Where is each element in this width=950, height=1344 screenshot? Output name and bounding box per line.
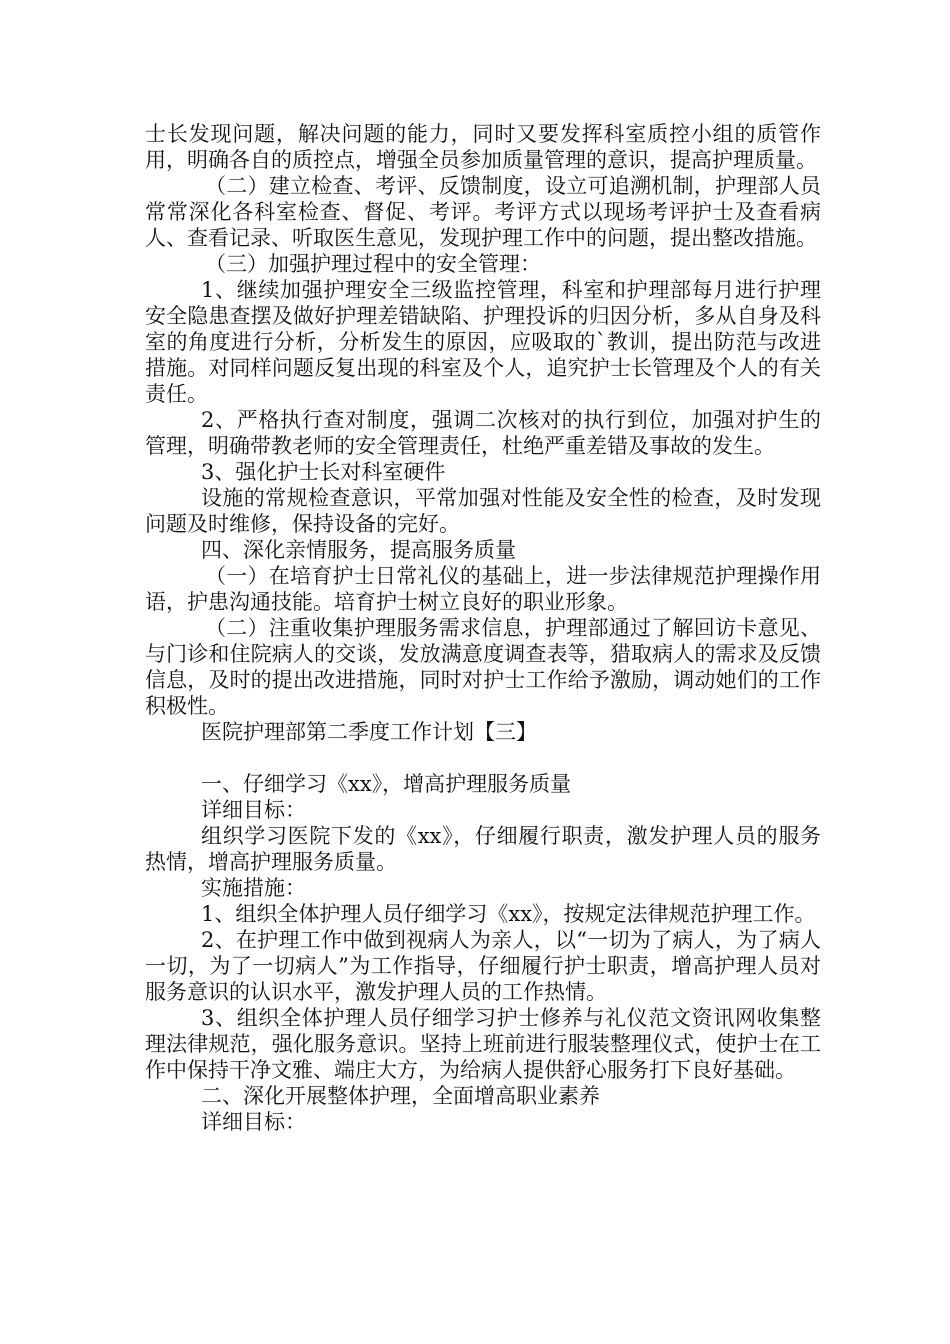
- paragraph: （二）建立检查、考评、反馈制度，设立可追溯机制，护理部人员常常深化各科室检查、督促、考评。考评方式以现场考评护士及查看病人、查看记录、听取医生意见，发现护理工作中的问题，提出整改措施。: [145, 174, 821, 250]
- paragraph: 设施的常规检查意识，平常加强对性能及安全性的检查，及时发现问题及时维修，保持设备的完好。: [145, 486, 821, 536]
- paragraph: 士长发现问题，解决问题的能力，同时又要发挥科室质控小组的质管作用，明确各自的质控点，增强全员参加质量管理的意识，提高护理质量。: [145, 122, 821, 172]
- paragraph: （三）加强护理过程中的安全管理：: [205, 252, 541, 276]
- paragraph: 实施措施：: [201, 876, 306, 900]
- paragraph: 四、深化亲情服务，提高服务质量: [201, 538, 516, 562]
- paragraph: 详细目标：: [201, 798, 306, 822]
- paragraph: 1、组织全体护理人员仔细学习《xx》，按规定法律规范护理工作。: [201, 902, 816, 926]
- paragraph: （一）在培育护士日常礼仪的基础上，进一步法律规范护理操作用语，护患沟通技能。培育护士树立良好的职业形象。: [145, 564, 821, 614]
- paragraph: 一、仔细学习《xx》，增高护理服务质量: [201, 772, 572, 796]
- paragraph: 3、组织全体护理人员仔细学习护士修养与礼仪范文资讯网收集整理法律规范，强化服务意识。坚持上班前进行服装整理仪式，使护士在工作中保持干净文雅、端庄大方，为给病人提供舒心服务打下良好基础。: [145, 1006, 821, 1082]
- paragraph: 详细目标：: [201, 1110, 306, 1134]
- paragraph: 1、继续加强护理安全三级监控管理，科室和护理部每月进行护理安全隐患查摆及做好护理差错缺陷、护理投诉的归因分析，多从自身及科室的角度进行分析，分析发生的原因，应吸取的`教训，提出防范与改进措施。对同样问题反复出现的科室及个人，追究护士长管理及个人的有关责任。: [145, 278, 821, 406]
- paragraph: 组织学习医院下发的《xx》，仔细履行职责，激发护理人员的服务热情，增高护理服务质量。: [145, 824, 821, 874]
- paragraph: （二）注重收集护理服务需求信息，护理部通过了解回访卡意见、与门诊和住院病人的交谈，发放满意度调查表等，猎取病人的需求及反馈信息，及时的提出改进措施，同时对护士工作给予激励，调动她们的工作积极性。: [145, 616, 821, 718]
- paragraph: 3、强化护士长对科室硬件: [201, 460, 446, 484]
- section-heading: 医院护理部第二季度工作计划【三】: [201, 720, 537, 744]
- paragraph: 二、深化开展整体护理，全面增高职业素养: [201, 1084, 600, 1108]
- paragraph: 2、在护理工作中做到视病人为亲人，以“一切为了病人，为了病人一切，为了一切病人”为工作指导，仔细履行护士职责，增高护理人员对服务意识的认识水平，激发护理人员的工作热情。: [145, 928, 821, 1004]
- paragraph: 2、严格执行查对制度，强调二次核对的执行到位，加强对护生的管理，明确带教老师的安全管理责任，杜绝严重差错及事故的发生。: [145, 408, 821, 458]
